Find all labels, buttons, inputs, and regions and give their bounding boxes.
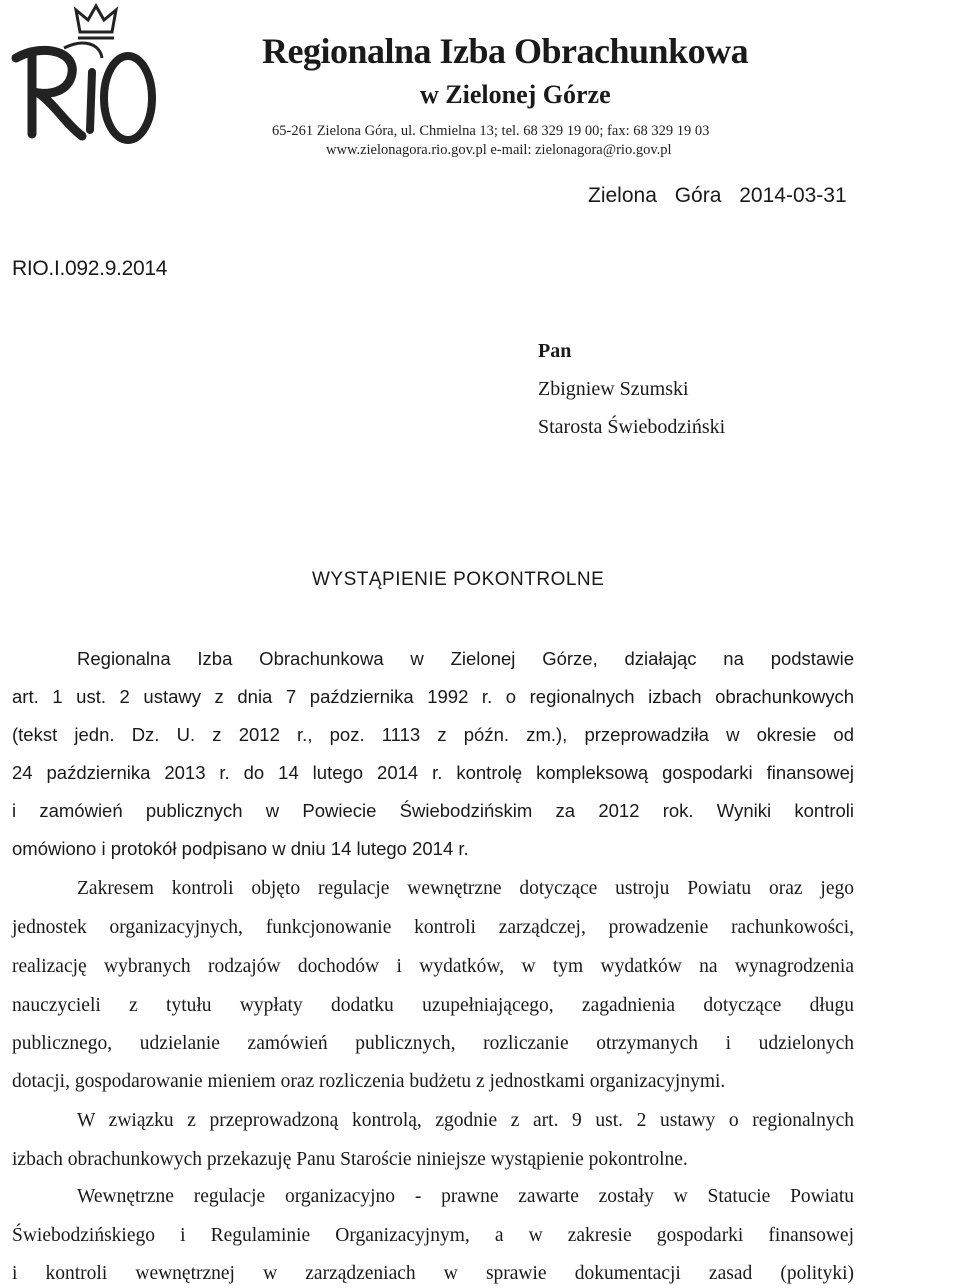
organization-contact: www.zielonagora.rio.gov.pl e-mail: zielonagora@rio.gov.pl: [326, 142, 672, 158]
text-line: izbach obrachunkowych przekazuję Panu Staroście niniejsze wystąpienie pokontrolne.: [12, 1149, 688, 1170]
text-line: omówiono i protokół podpisano w dniu 14 lutego 2014 r.: [12, 838, 469, 859]
place-and-date: Zielona Góra 2014-03-31: [588, 184, 847, 207]
text-line: 24 października 2013 r. do 14 lutego 2014 r. kontrolę kompleksową gospodarki finansowej: [12, 762, 854, 783]
text-line: i zamówień publicznych w Powiecie Świebodzińskim za 2012 rok. Wyniki kontroli: [12, 800, 854, 821]
text-line: (tekst jedn. Dz. U. z 2012 r., poz. 1113 z późn. zm.), przeprowadziła w okresie od: [12, 724, 854, 745]
organization-city: w Zielonej Górze: [420, 80, 611, 109]
text-line: dotacji, gospodarowanie mieniem oraz rozliczenia budżetu z jednostkami organizacyjnymi.: [12, 1071, 726, 1092]
text-line: W związku z przeprowadzoną kontrolą, zgodnie z art. 9 ust. 2 ustawy o regionalnych: [77, 1110, 854, 1131]
organization-address: 65-261 Zielona Góra, ul. Chmielna 13; tel. 68 329 19 00; fax: 68 329 19 03: [272, 123, 710, 139]
text-line: nauczycieli z tytułu wypłaty dodatku uzupełniającego, zagadnienia dotyczące długu: [12, 995, 854, 1016]
text-line: i kontroli wewnętrznej w zarządzeniach w sprawie dokumentacji zasad (polityki): [12, 1263, 854, 1284]
crown-icon: [76, 6, 116, 38]
text-line: realizację wybranych rodzajów dochodów i wydatków, w tym wydatków na wynagrodzenia: [12, 956, 854, 977]
addressee-salutation: Pan: [538, 340, 572, 362]
addressee-name: Zbigniew Szumski: [538, 378, 689, 400]
reference-number: RIO.I.092.9.2014: [12, 257, 168, 280]
text-line: Świebodzińskiego i Regulaminie Organizacyjnym, a w zakresie gospodarki finansowej: [12, 1225, 854, 1246]
rio-logo-icon: [4, 2, 164, 152]
addressee-role: Starosta Świebodziński: [538, 416, 726, 438]
text-line: Wewnętrzne regulacje organizacyjno - prawne zawarte zostały w Statucie Powiatu: [77, 1186, 854, 1207]
text-line: jednostek organizacyjnych, funkcjonowanie kontroli zarządczej, prowadzenie rachunkowości,: [12, 917, 854, 938]
text-line: publicznego, udzielanie zamówień publicznych, rozliczanie otrzymanych i udzielonych: [12, 1033, 854, 1054]
organization-name: Regionalna Izba Obrachunkowa: [262, 31, 749, 71]
text-line: Zakresem kontroli objęto regulacje wewnętrzne dotyczące ustroju Powiatu oraz jego: [77, 878, 854, 899]
text-line: Regionalna Izba Obrachunkowa w Zielonej Górze, działając na podstawie: [77, 648, 854, 669]
text-line: art. 1 ust. 2 ustawy z dnia 7 października 1992 r. o regionalnych izbach obrachunkowych: [12, 686, 854, 707]
document-title: WYSTĄPIENIE POKONTROLNE: [312, 569, 605, 590]
